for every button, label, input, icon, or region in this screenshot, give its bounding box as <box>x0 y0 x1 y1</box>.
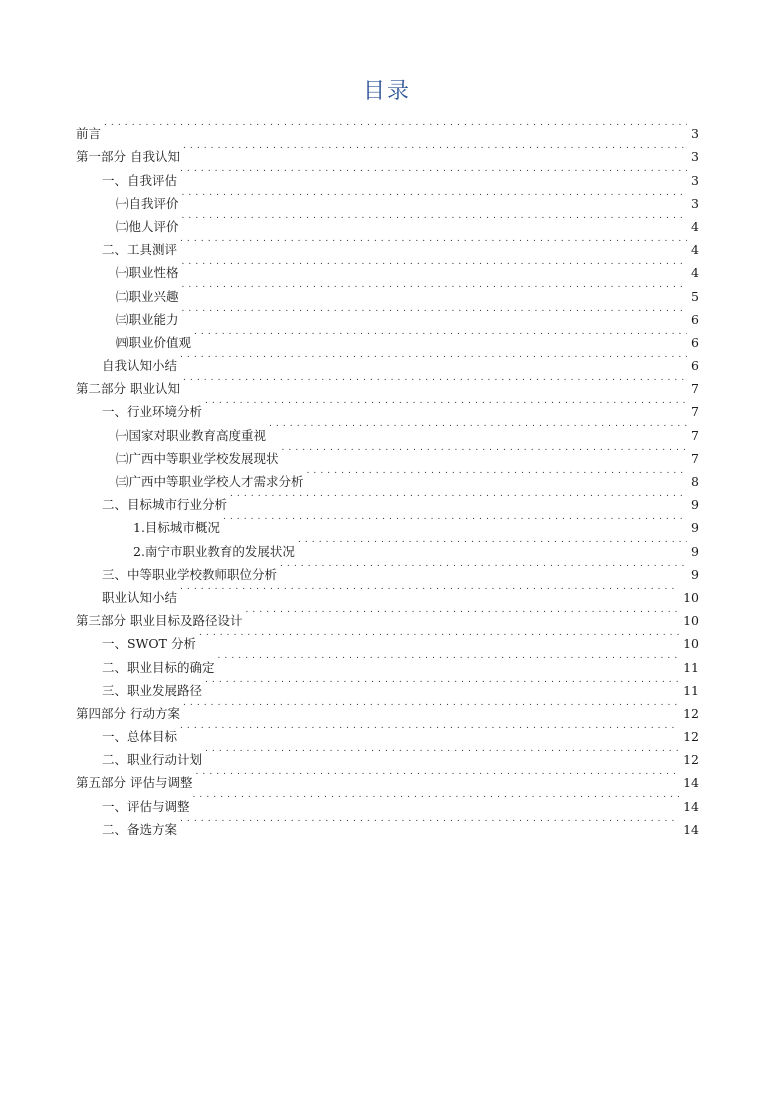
toc-dot-leader <box>180 811 679 834</box>
toc-entry-text[interactable]: 二、目标城市行业分析 <box>102 497 228 513</box>
toc-entry-text[interactable]: ㈠自我评价 <box>116 195 179 211</box>
toc-entry-text[interactable]: ㈠国家对职业教育高度重视 <box>116 427 267 443</box>
toc-entry-text[interactable]: ㈣职业价值观 <box>116 334 192 350</box>
toc-dot-leader <box>245 602 679 625</box>
toc-page-number[interactable]: 7 <box>691 404 699 420</box>
toc-page-number[interactable]: 7 <box>691 381 699 397</box>
toc-entry-text[interactable]: 自我认知小结 <box>102 358 178 374</box>
toc-dot-leader <box>298 532 687 555</box>
toc-dot-leader <box>182 301 687 324</box>
toc-entry-text[interactable]: ㈠职业性格 <box>116 265 179 281</box>
toc-page-number[interactable]: 6 <box>691 358 699 374</box>
toc-dot-leader <box>180 579 679 602</box>
toc-dot-leader <box>182 254 687 277</box>
toc-page-number[interactable]: 14 <box>683 821 699 837</box>
toc-dot-leader <box>205 672 679 695</box>
toc-entry-text[interactable]: ㈡职业兴趣 <box>116 288 179 304</box>
toc-dot-leader <box>223 509 687 532</box>
toc-entry-text[interactable]: 前言 <box>76 126 102 142</box>
toc-page-number[interactable]: 10 <box>683 613 699 629</box>
toc-entry-text[interactable]: 2.南宁市职业教育的发展状况 <box>133 543 295 559</box>
toc-dot-leader <box>180 231 687 254</box>
toc-page-number[interactable]: 6 <box>691 311 699 327</box>
toc-dot-leader <box>183 695 679 718</box>
toc-page-number[interactable]: 3 <box>691 126 699 142</box>
toc-entry-text[interactable]: ㈡广西中等职业学校发展现状 <box>116 450 279 466</box>
toc-dot-leader <box>194 324 687 347</box>
toc-page-number[interactable]: 5 <box>691 288 699 304</box>
toc-dot-leader <box>182 277 687 300</box>
toc-entry-text[interactable]: 1.目标城市概况 <box>133 520 220 536</box>
toc-entry-text[interactable]: 第三部分 职业目标及路径设计 <box>76 613 243 629</box>
toc-entry-text[interactable]: 二、职业行动计划 <box>102 752 203 768</box>
toc-entry-text[interactable]: 一、总体目标 <box>102 729 178 745</box>
toc-dot-leader <box>182 208 687 231</box>
toc-page-number[interactable]: 12 <box>683 705 699 721</box>
toc-entry-text[interactable]: 二、职业目标的确定 <box>102 659 215 675</box>
toc-entry-text[interactable]: 二、备选方案 <box>102 821 178 837</box>
toc-entry-text[interactable]: ㈢广西中等职业学校人才需求分析 <box>116 474 304 489</box>
toc-entry-text[interactable]: 第五部分 评估与调整 <box>76 775 193 791</box>
toc-page-number[interactable]: 12 <box>683 752 699 768</box>
toc-list <box>76 115 699 837</box>
toc-entry-text[interactable]: 三、职业发展路径 <box>102 682 203 698</box>
toc-entry-text[interactable]: 第二部分 职业认知 <box>76 381 180 397</box>
toc-entry-text[interactable]: 二、工具测评 <box>102 242 178 258</box>
toc-dot-leader <box>183 138 687 161</box>
toc-page-number[interactable]: 10 <box>683 589 699 605</box>
toc-entry-text[interactable]: ㈡他人评价 <box>116 218 179 234</box>
toc-page-number[interactable]: 4 <box>691 218 699 234</box>
toc-page-number[interactable]: 7 <box>691 450 699 466</box>
toc-dot-leader <box>193 787 680 810</box>
toc-page-number[interactable]: 10 <box>683 636 699 652</box>
toc-dot-leader <box>269 416 687 439</box>
toc-page-number[interactable]: 7 <box>691 427 699 443</box>
toc-dot-leader <box>104 115 687 138</box>
toc-dot-leader <box>180 347 687 370</box>
toc-dot-leader <box>183 370 687 393</box>
toc-dot-leader <box>280 556 687 579</box>
toc-dot-leader <box>307 463 687 486</box>
toc-entry-text[interactable]: 一、评估与调整 <box>102 798 190 814</box>
toc-dot-leader <box>199 625 679 648</box>
toc-title: 目录 <box>362 79 411 104</box>
toc-dot-leader <box>182 185 687 208</box>
toc-entry-text[interactable]: 职业认知小结 <box>102 589 178 605</box>
toc-page-number[interactable]: 9 <box>691 520 699 536</box>
toc-page-number[interactable]: 11 <box>683 682 699 698</box>
toc-dot-leader <box>205 393 687 416</box>
toc-entry-text[interactable]: 三、中等职业学校教师职位分析 <box>102 566 278 582</box>
toc-dot-leader <box>195 764 679 787</box>
toc-page-number[interactable]: 9 <box>691 566 699 582</box>
toc-entry-text[interactable]: 一、自我评估 <box>102 172 178 188</box>
toc-page-number[interactable]: 3 <box>691 195 699 211</box>
toc-page-number[interactable]: 3 <box>691 172 699 188</box>
toc-page-number[interactable]: 3 <box>691 149 699 165</box>
toc-entry-text[interactable]: 第一部分 自我认知 <box>76 149 180 165</box>
toc-entry[interactable] <box>76 138 699 165</box>
toc-entry-text[interactable]: 一、行业环境分析 <box>102 404 203 420</box>
toc-page-number[interactable]: 9 <box>691 497 699 513</box>
toc-page-number[interactable]: 9 <box>691 543 699 559</box>
toc-entry-text[interactable]: ㈢职业能力 <box>116 311 179 327</box>
toc-page-number[interactable]: 14 <box>683 775 699 791</box>
toc-page-number[interactable]: 12 <box>683 729 699 745</box>
toc-dot-leader <box>180 161 687 184</box>
toc-dot-leader <box>282 440 687 463</box>
toc-entry-text[interactable]: 第四部分 行动方案 <box>76 705 180 721</box>
toc-dot-leader <box>180 718 679 741</box>
toc-dot-leader <box>218 648 680 671</box>
toc-page-number[interactable]: 11 <box>683 659 699 675</box>
toc-entry[interactable] <box>76 115 699 142</box>
toc-dot-leader <box>230 486 687 509</box>
toc-page-number[interactable]: 4 <box>691 242 699 258</box>
toc-page-number[interactable]: 4 <box>691 265 699 281</box>
toc-page-number[interactable]: 8 <box>691 474 699 489</box>
toc-page-number[interactable]: 14 <box>683 798 699 814</box>
toc-page-number[interactable]: 6 <box>691 334 699 350</box>
toc-entry-text[interactable]: 一、SWOT 分析 <box>102 636 196 652</box>
toc-dot-leader <box>205 741 679 764</box>
